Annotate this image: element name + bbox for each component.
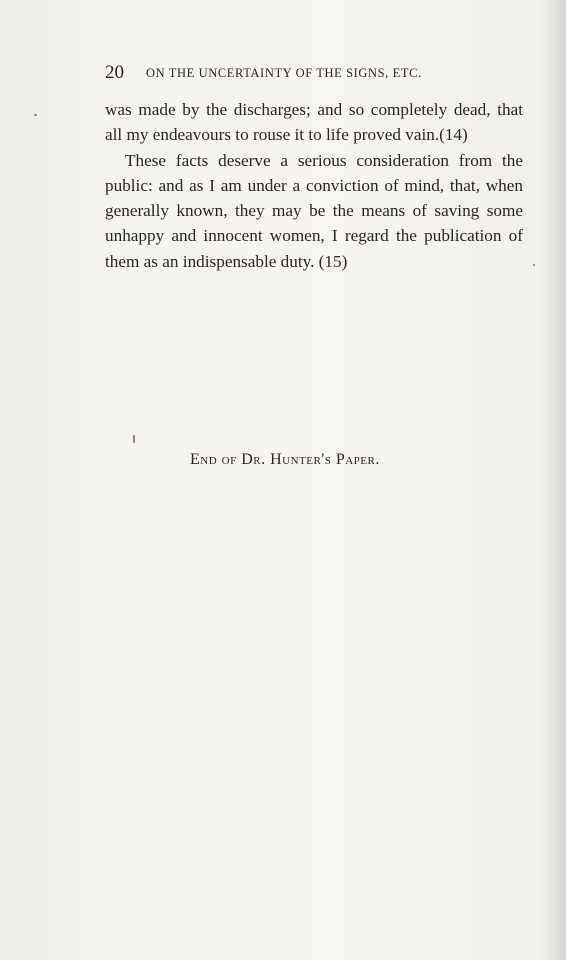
paper-speck	[133, 435, 135, 443]
paper-speck	[34, 114, 37, 116]
end-of-paper-note: End of Dr. Hunter's Paper.	[190, 451, 380, 468]
running-head: ON THE UNCERTAINTY OF THE SIGNS, ETC.	[146, 66, 422, 80]
body-text	[105, 97, 523, 274]
page-edge-shadow	[540, 0, 566, 960]
paper-speck	[533, 264, 535, 266]
paragraph-continued: was made by the discharges; and so completely dead, that all my endeavours to rouse it to life proved vain.(14)	[105, 100, 523, 145]
paragraph-facts: These facts deserve a serious consideration from the public: and as I am under a conviction of mind, that, when generally known, they may be the means of saving some unhappy and innocent women, I regard the publication of them as an indispensable duty. (15)	[105, 150, 523, 271]
page-header	[105, 62, 485, 86]
page-number: 20	[105, 62, 124, 83]
